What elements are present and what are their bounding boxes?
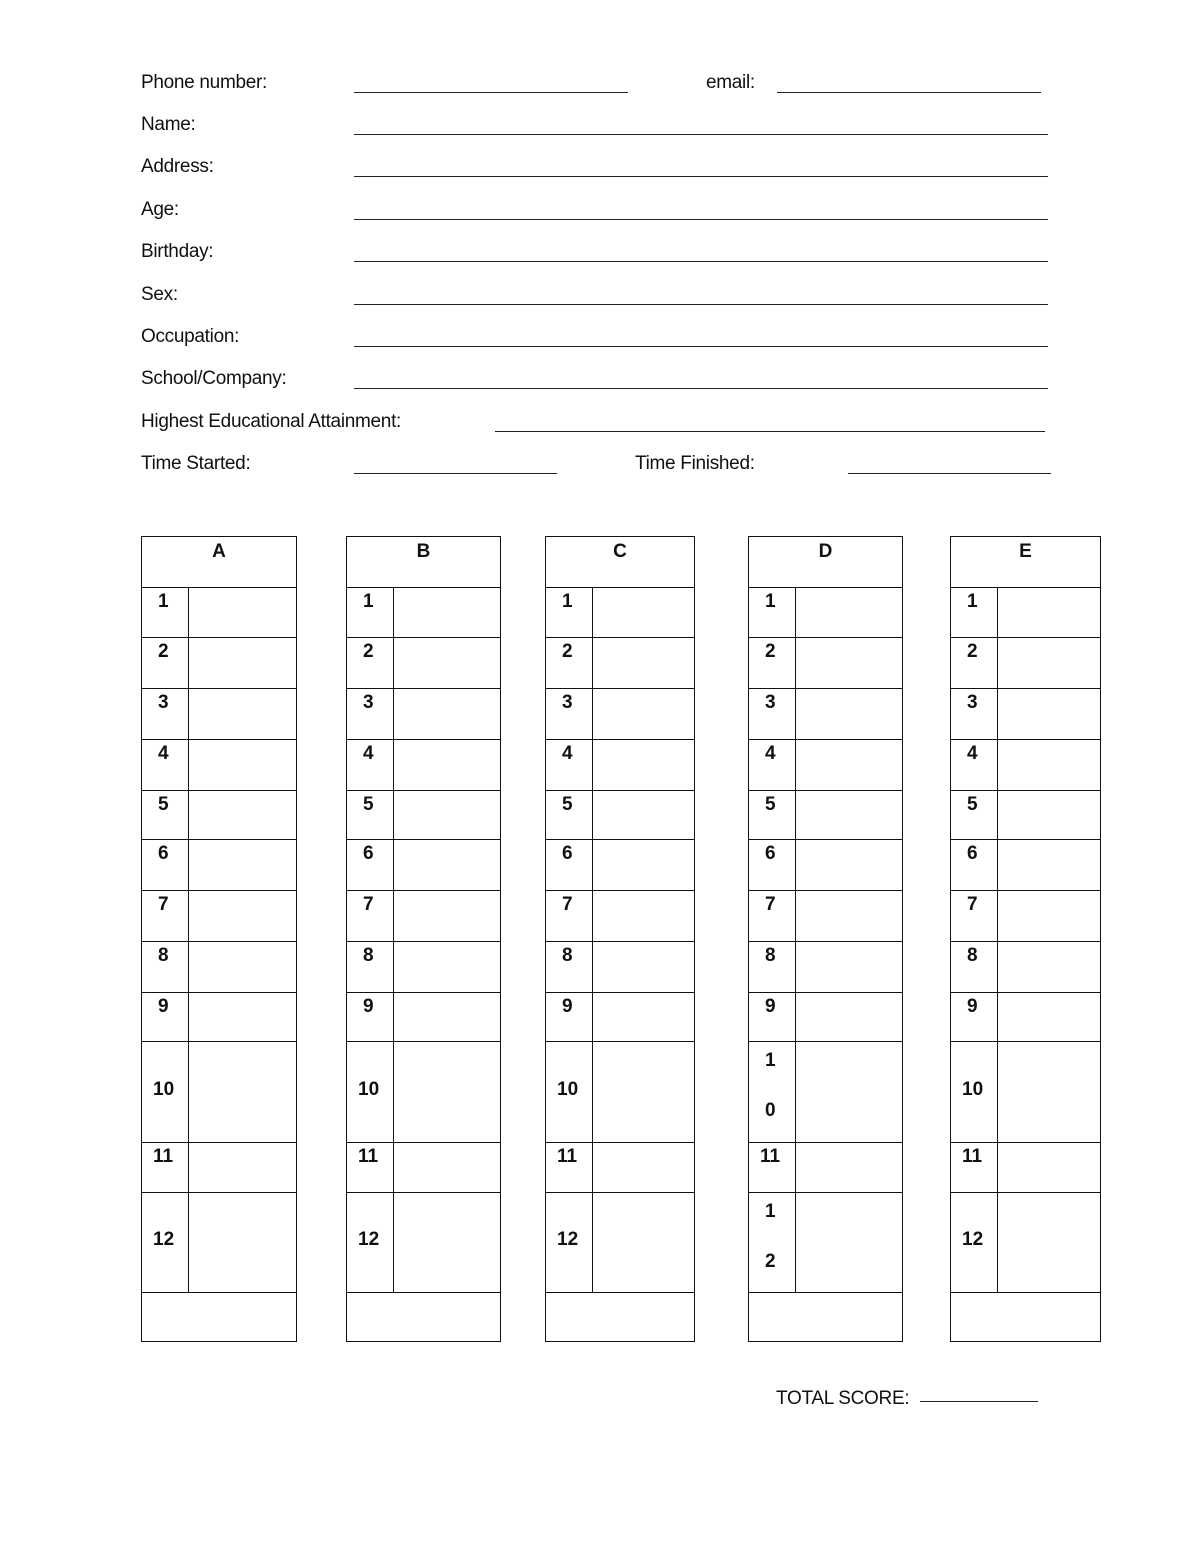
answer-row [546, 840, 694, 891]
item-number: 10 [153, 1079, 175, 1100]
answer-cell[interactable] [997, 993, 1100, 1041]
item-number: 4 [158, 743, 169, 764]
answer-row [347, 638, 500, 689]
item-number: 3 [562, 692, 573, 713]
answer-row [142, 942, 296, 993]
answer-row [951, 840, 1100, 891]
answer-cell[interactable] [592, 1143, 694, 1192]
answer-row [347, 840, 500, 891]
answer-cell[interactable] [795, 791, 902, 839]
item-number: 1 [363, 591, 374, 612]
item-number: 1 [158, 591, 169, 612]
item-number: 8 [967, 945, 978, 966]
section-header: D [749, 537, 902, 588]
answer-row [142, 689, 296, 740]
answer-row [142, 1042, 296, 1143]
answer-cell[interactable] [393, 791, 500, 839]
answer-row [142, 791, 296, 840]
answer-cell[interactable] [592, 740, 694, 790]
answer-cell[interactable] [997, 1143, 1100, 1192]
answer-cell[interactable] [795, 740, 902, 790]
sex-label: Sex: [141, 284, 178, 305]
item-number: 1 [967, 591, 978, 612]
school-label: School/Company: [141, 368, 287, 389]
item-number: 1 [765, 591, 776, 612]
answer-cell[interactable] [393, 740, 500, 790]
answer-cell[interactable] [795, 1143, 902, 1192]
item-number: 12 [358, 1229, 380, 1250]
answer-row [749, 993, 902, 1042]
answer-cell[interactable] [592, 891, 694, 941]
item-number: 1 [562, 591, 573, 612]
answer-row [546, 588, 694, 638]
answer-cell[interactable] [795, 891, 902, 941]
answer-cell[interactable] [592, 993, 694, 1041]
answer-row [546, 1143, 694, 1193]
item-number: 5 [967, 794, 978, 815]
answer-row [951, 891, 1100, 942]
answer-cell[interactable] [997, 942, 1100, 992]
item-number: 2 [562, 641, 573, 662]
answer-grid-b [346, 536, 501, 1342]
answer-cell[interactable] [188, 1143, 296, 1192]
answer-cell[interactable] [997, 840, 1100, 890]
item-number: 12 [765, 1201, 776, 1272]
time-finished-field[interactable] [848, 473, 1051, 474]
answer-cell[interactable] [393, 1042, 500, 1142]
item-number: 9 [967, 996, 978, 1017]
item-number: 4 [765, 743, 776, 764]
answer-row [546, 942, 694, 993]
answer-cell[interactable] [997, 1193, 1100, 1292]
section-total-cell[interactable] [546, 1293, 694, 1341]
section-total-cell[interactable] [142, 1293, 296, 1341]
answer-grid-a [141, 536, 297, 1342]
answer-row [951, 638, 1100, 689]
item-number: 3 [967, 692, 978, 713]
answer-row [347, 588, 500, 638]
item-number: 9 [363, 996, 374, 1017]
sex-field[interactable] [354, 304, 1048, 305]
section-total-cell[interactable] [749, 1293, 902, 1341]
answer-cell[interactable] [188, 1042, 296, 1142]
item-number: 6 [363, 843, 374, 864]
answer-row [347, 791, 500, 840]
item-number: 10 [557, 1079, 579, 1100]
birthday-field[interactable] [354, 261, 1048, 262]
answer-cell[interactable] [997, 791, 1100, 839]
answer-cell[interactable] [592, 638, 694, 688]
answer-row [951, 588, 1100, 638]
item-number: 8 [158, 945, 169, 966]
answer-cell[interactable] [188, 638, 296, 688]
answer-cell[interactable] [795, 689, 902, 739]
item-number: 7 [562, 894, 573, 915]
answer-grid-d [748, 536, 903, 1342]
item-number: 5 [158, 794, 169, 815]
age-field[interactable] [354, 219, 1048, 220]
item-number: 3 [363, 692, 374, 713]
answer-cell[interactable] [393, 1193, 500, 1292]
answer-row [749, 1042, 902, 1143]
answer-cell[interactable] [592, 689, 694, 739]
item-number: 5 [765, 794, 776, 815]
answer-cell[interactable] [592, 840, 694, 890]
answer-row [142, 638, 296, 689]
item-number: 12 [153, 1229, 175, 1250]
answer-cell[interactable] [795, 588, 902, 637]
item-number: 7 [967, 894, 978, 915]
answer-row [347, 1042, 500, 1143]
item-number: 11 [358, 1146, 379, 1167]
answer-row [546, 638, 694, 689]
item-number: 10 [962, 1079, 984, 1100]
item-number: 4 [967, 743, 978, 764]
answer-cell[interactable] [188, 689, 296, 739]
item-number: 11 [760, 1146, 781, 1167]
answer-cell[interactable] [997, 689, 1100, 739]
answer-row [749, 891, 902, 942]
answer-row [749, 942, 902, 993]
item-number: 11 [962, 1146, 983, 1167]
answer-cell[interactable] [188, 891, 296, 941]
answer-cell[interactable] [393, 840, 500, 890]
item-number: 12 [557, 1229, 579, 1250]
answer-cell[interactable] [592, 588, 694, 637]
answer-row [546, 740, 694, 791]
section-header: E [951, 537, 1100, 588]
item-number: 12 [962, 1229, 984, 1250]
phone-label: Phone number: [141, 72, 268, 93]
age-label: Age: [141, 199, 179, 220]
item-number: 3 [158, 692, 169, 713]
total-score-field[interactable] [920, 1401, 1038, 1402]
answer-row [546, 1042, 694, 1143]
item-number: 8 [562, 945, 573, 966]
item-number: 9 [158, 996, 169, 1017]
answer-cell[interactable] [188, 993, 296, 1041]
answer-row [749, 689, 902, 740]
answer-cell[interactable] [592, 1042, 694, 1142]
answer-row [142, 993, 296, 1042]
item-number: 6 [967, 843, 978, 864]
answer-cell[interactable] [997, 588, 1100, 637]
answer-row [142, 840, 296, 891]
answer-cell[interactable] [393, 638, 500, 688]
total-score-label: TOTAL SCORE: [776, 1388, 910, 1409]
answer-row [749, 638, 902, 689]
answer-grid-e [950, 536, 1101, 1342]
item-number: 7 [363, 894, 374, 915]
item-number: 2 [158, 641, 169, 662]
answer-cell[interactable] [592, 791, 694, 839]
item-number: 2 [765, 641, 776, 662]
answer-cell[interactable] [997, 740, 1100, 790]
item-number: 9 [765, 996, 776, 1017]
answer-row [347, 689, 500, 740]
answer-row [951, 1042, 1100, 1143]
item-number: 7 [158, 894, 169, 915]
answer-cell[interactable] [592, 1193, 694, 1292]
answer-row [347, 1193, 500, 1293]
answer-row [546, 689, 694, 740]
answer-row [347, 1143, 500, 1193]
section-header: B [347, 537, 500, 588]
answer-row [749, 1193, 902, 1293]
time-started-field[interactable] [354, 473, 557, 474]
time-finished-label: Time Finished: [635, 453, 755, 474]
occupation-field[interactable] [354, 346, 1048, 347]
answer-cell[interactable] [188, 942, 296, 992]
name-field[interactable] [354, 134, 1048, 135]
answer-row [347, 891, 500, 942]
answer-row [142, 1143, 296, 1193]
answer-row [951, 740, 1100, 791]
item-number: 2 [363, 641, 374, 662]
answer-cell[interactable] [393, 891, 500, 941]
answer-cell[interactable] [997, 1042, 1100, 1142]
answer-row [749, 791, 902, 840]
answer-row [142, 588, 296, 638]
answer-cell[interactable] [795, 1193, 902, 1292]
answer-row [951, 1143, 1100, 1193]
item-number: 11 [153, 1146, 174, 1167]
email-label: email: [706, 72, 755, 93]
answer-cell[interactable] [795, 840, 902, 890]
answer-row [749, 1143, 902, 1193]
answer-row [749, 740, 902, 791]
phone-field[interactable] [354, 92, 628, 93]
email-field[interactable] [777, 92, 1041, 93]
answer-cell[interactable] [997, 638, 1100, 688]
item-number: 6 [158, 843, 169, 864]
answer-cell[interactable] [188, 740, 296, 790]
address-field[interactable] [354, 176, 1048, 177]
section-header: A [142, 537, 296, 588]
item-number: 8 [765, 945, 776, 966]
answer-row [347, 740, 500, 791]
item-number: 6 [765, 843, 776, 864]
birthday-label: Birthday: [141, 241, 214, 262]
answer-row [951, 791, 1100, 840]
answer-cell[interactable] [393, 689, 500, 739]
answer-row [951, 1193, 1100, 1293]
answer-row [142, 1193, 296, 1293]
answer-cell[interactable] [592, 942, 694, 992]
school-field[interactable] [354, 388, 1048, 389]
answer-row [546, 993, 694, 1042]
education-label: Highest Educational Attainment: [141, 411, 402, 432]
item-number: 5 [562, 794, 573, 815]
answer-grid-c [545, 536, 695, 1342]
answer-row [142, 740, 296, 791]
section-total-cell[interactable] [951, 1293, 1100, 1341]
item-number: 2 [967, 641, 978, 662]
item-number: 9 [562, 996, 573, 1017]
answer-cell[interactable] [393, 993, 500, 1041]
item-number: 10 [765, 1050, 776, 1121]
section-total-cell[interactable] [347, 1293, 500, 1341]
answer-cell[interactable] [795, 1042, 902, 1142]
item-number: 4 [562, 743, 573, 764]
answer-cell[interactable] [393, 1143, 500, 1192]
answer-row [749, 840, 902, 891]
answer-row [749, 588, 902, 638]
answer-cell[interactable] [188, 791, 296, 839]
answer-row [347, 942, 500, 993]
answer-row [951, 689, 1100, 740]
item-number: 6 [562, 843, 573, 864]
education-field[interactable] [495, 431, 1045, 432]
occupation-label: Occupation: [141, 326, 240, 347]
answer-cell[interactable] [188, 1193, 296, 1292]
answer-cell[interactable] [188, 840, 296, 890]
answer-cell[interactable] [393, 588, 500, 637]
answer-row [546, 891, 694, 942]
item-number: 10 [358, 1079, 380, 1100]
section-header: C [546, 537, 694, 588]
answer-cell[interactable] [795, 993, 902, 1041]
name-label: Name: [141, 114, 196, 135]
answer-row [347, 993, 500, 1042]
item-number: 8 [363, 945, 374, 966]
item-number: 3 [765, 692, 776, 713]
item-number: 4 [363, 743, 374, 764]
answer-cell[interactable] [795, 638, 902, 688]
total-score [776, 1388, 1038, 1410]
answer-row [951, 993, 1100, 1042]
address-label: Address: [141, 156, 214, 177]
item-number: 5 [363, 794, 374, 815]
item-number: 7 [765, 894, 776, 915]
answer-row [546, 1193, 694, 1293]
answer-cell[interactable] [188, 588, 296, 637]
answer-cell[interactable] [795, 942, 902, 992]
item-number: 11 [557, 1146, 578, 1167]
time-started-label: Time Started: [141, 453, 251, 474]
answer-cell[interactable] [393, 942, 500, 992]
answer-row [142, 891, 296, 942]
answer-cell[interactable] [997, 891, 1100, 941]
answer-row [951, 942, 1100, 993]
answer-row [546, 791, 694, 840]
